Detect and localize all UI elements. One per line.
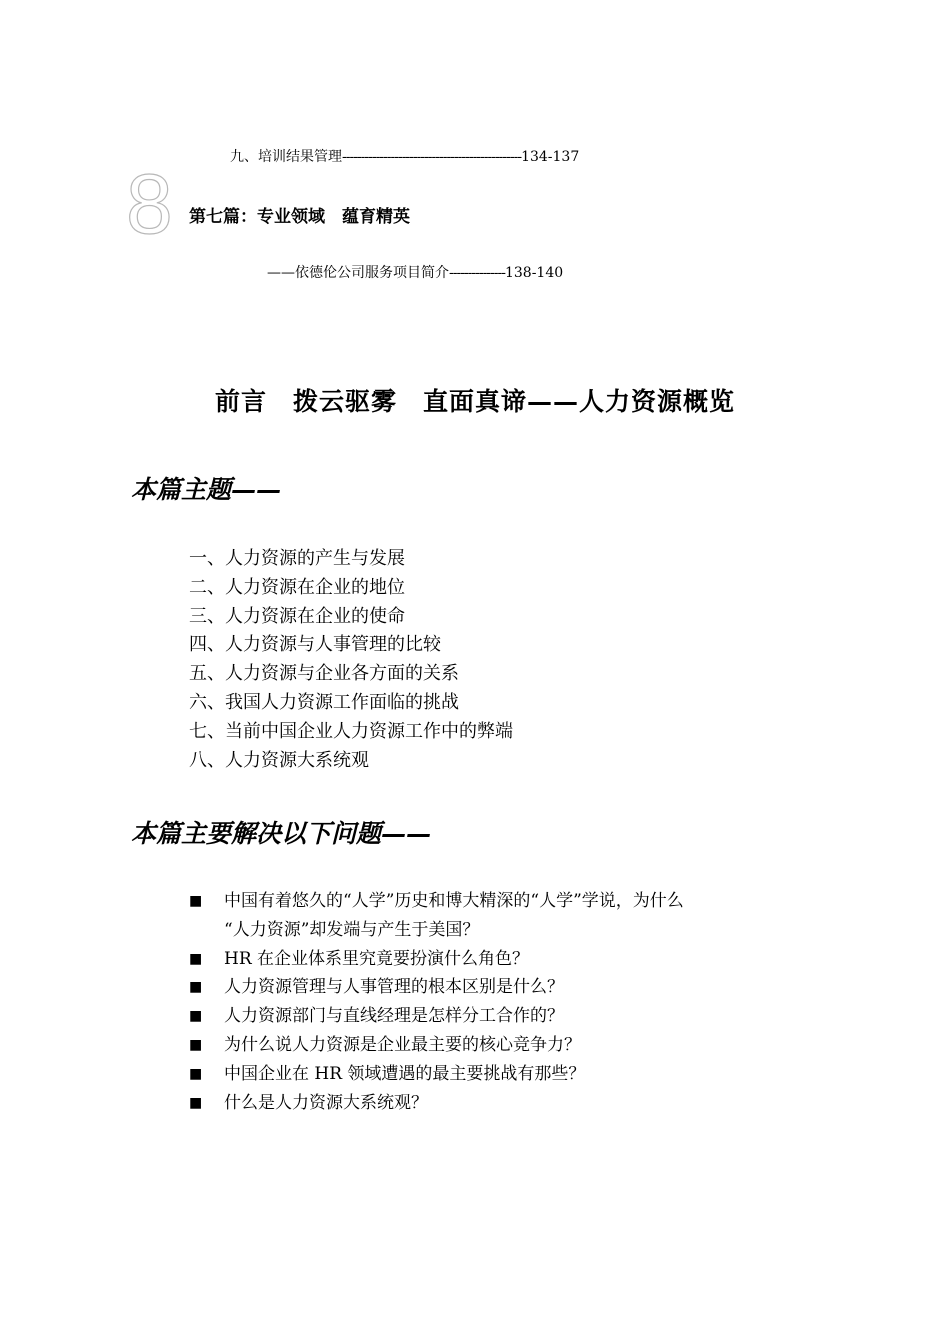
themes-heading: 本篇主题——: [131, 475, 282, 504]
list-item: 六、我国人力资源工作面临的挑战: [189, 691, 459, 713]
list-item: 五、人力资源与企业各方面的关系: [189, 663, 459, 685]
question-text: 人力资源管理与人事管理的根本区别是什么？: [224, 977, 564, 998]
list-item: [189, 1002, 684, 1031]
toc-page-range: 138-140: [504, 265, 564, 281]
square-bullet-icon: ■: [189, 1036, 203, 1053]
list-item: [189, 1089, 684, 1118]
square-bullet-icon: ■: [189, 1094, 203, 1111]
question-text: 什么是人力资源大系统观？: [224, 1092, 428, 1113]
themes-list: [189, 545, 513, 775]
toc-leader-dashes: ---------------: [449, 265, 505, 281]
list-item: 三、人力资源在企业的使命: [189, 605, 405, 627]
list-item: [189, 887, 684, 945]
list-item: 七、当前中国企业人力资源工作中的弊端: [189, 720, 513, 742]
list-item: 四、人力资源与人事管理的比较: [189, 634, 441, 656]
list-item: [189, 945, 684, 974]
square-bullet-icon: ■: [189, 893, 203, 909]
question-text: 为什么说人力资源是企业最主要的核心竞争力？: [224, 1034, 581, 1055]
toc-entry-9[interactable]: [230, 146, 579, 166]
question-text: 人力资源部门与直线经理是怎样分工合作的？: [224, 1006, 564, 1027]
toc-entry-part7-sub[interactable]: [267, 262, 563, 282]
question-text: HR 在企业体系里究竟要扮演什么角色？: [224, 948, 530, 969]
list-item: [189, 1031, 684, 1060]
toc-page-range: 134-137: [521, 149, 580, 165]
toc-entry-label: ——依德伦公司服务项目简介: [267, 265, 449, 281]
list-item: 一、人力资源的产生与发展: [189, 548, 405, 569]
toc-entry-label: 九、培训结果管理: [230, 149, 342, 165]
square-bullet-icon: ■: [189, 979, 203, 996]
question-text: 中国有着悠久的“人学”历史和博大精深的“人学”学说，为什么: [224, 891, 684, 911]
question-text: 中国企业在 HR 领域遭遇的最主要挑战有那些？: [224, 1063, 586, 1084]
list-item: 二、人力资源在企业的地位: [189, 576, 405, 598]
questions-heading: 本篇主要解决以下问题——: [131, 819, 432, 848]
chapter-title: 前言 拨云驱雾 直面真谛——人力资源概览: [214, 387, 735, 416]
square-bullet-icon: ■: [189, 950, 203, 967]
list-item: [189, 973, 684, 1002]
part-7-title[interactable]: 第七篇：专业领域 蕴育精英: [189, 207, 410, 227]
list-item: 八、人力资源大系统观: [189, 749, 369, 771]
question-text-continued: “人力资源”却发端与产生于美国？: [224, 919, 480, 940]
toc-leader-dashes: ------------------------------------------------: [342, 149, 522, 165]
square-bullet-icon: ■: [189, 1065, 203, 1082]
square-bullet-icon: ■: [189, 1008, 203, 1025]
part-number-outline: 8: [126, 157, 173, 251]
questions-list: [189, 887, 684, 1117]
list-item: [189, 1060, 684, 1089]
